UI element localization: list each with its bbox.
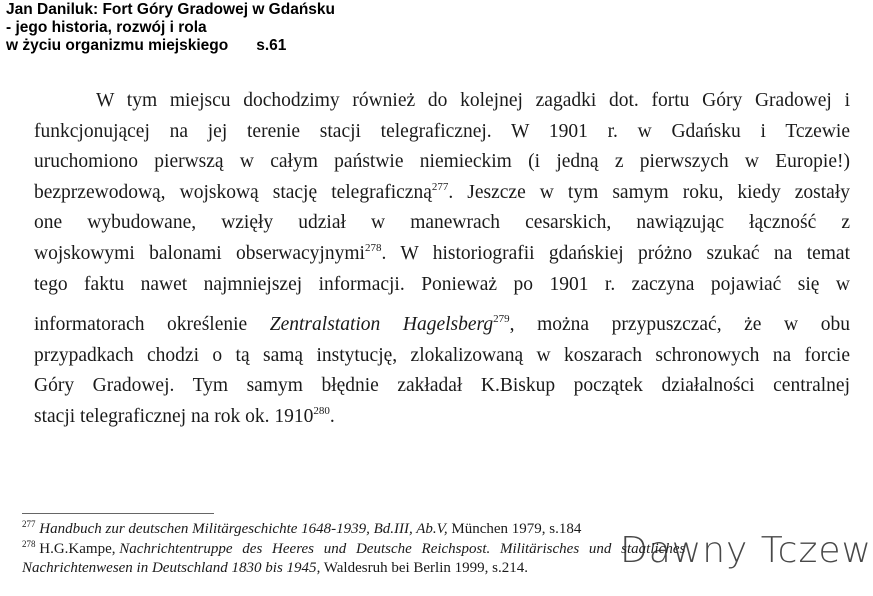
paragraph-text: . W historiografii gdańskiej próżno szukać na temat xyxy=(381,242,851,264)
header-line-1: Jan Daniluk: Fort Góry Gradowej w Gdańsku xyxy=(6,1,336,18)
header-line-2: - jego historia, rozwój i rola xyxy=(6,19,207,36)
paragraph-line: Góry Gradowej. Tym samym błędnie zakładał K.Biskup początek działalności centralnej xyxy=(34,375,850,397)
paragraph-text: . xyxy=(329,405,335,427)
page-number: s.61 xyxy=(256,37,287,54)
footnote-number: 278 xyxy=(22,538,36,549)
footnote-ref-277[interactable]: 277 xyxy=(431,180,449,193)
paragraph-text: bezprzewodową, wojskową stację telegraficzną xyxy=(34,181,432,203)
main-paragraph xyxy=(34,86,850,433)
footnote-text: H.G.Kampe, xyxy=(35,540,120,557)
footnote-ref-280[interactable]: 280 xyxy=(313,404,330,417)
paragraph-line: uruchomiono pierwszą w całym państwie niemieckim (i jedną z pierwszych w Europie!) xyxy=(34,151,850,173)
paragraph-line: funkcjonującej na jej terenie stacji telegraficznej. W 1901 r. w Gdańsku i Tczewie xyxy=(34,120,850,142)
footnote-title: Nachrichtenwesen in Deutschland 1830 bis 1945 xyxy=(22,560,317,576)
paragraph-line: one wybudowane, wzięły udział w manewrach cesarskich, nawiązując łączność z xyxy=(34,212,850,234)
paragraph-text: . Jeszcze w tym samym roku, kiedy zostały xyxy=(448,181,850,203)
paragraph-line xyxy=(34,402,850,433)
header-line-3 xyxy=(6,37,335,55)
paragraph-text: wojskowymi balonami obserwacyjnymi xyxy=(34,242,365,264)
paragraph-text: informatorach określenie xyxy=(34,314,270,336)
footnote-number: 277 xyxy=(22,519,36,529)
watermark-logo: Dawny Tczew xyxy=(620,530,872,571)
paragraph-text: , można przypuszczać, że w obu xyxy=(509,314,850,336)
footnote-text: München 1979, s.184 xyxy=(447,521,582,537)
italic-term: Zentralstation Hagelsberg xyxy=(269,314,494,336)
paragraph-line xyxy=(34,239,850,270)
paragraph-line: przypadkach chodzi o tą samą instytucję, zlokalizowaną w koszarach schronowych na forcie xyxy=(34,344,850,366)
footnote-ref-279[interactable]: 279 xyxy=(493,313,510,326)
footnote-ref-278[interactable]: 278 xyxy=(364,241,382,254)
footnote-separator xyxy=(22,513,214,514)
paragraph-line xyxy=(34,310,850,341)
paragraph-line xyxy=(34,178,850,209)
footnote-title: Handbuch zur deutschen Militärgeschichte 1648-1939, Bd.III, Ab.V, xyxy=(39,521,448,537)
document-header xyxy=(6,1,335,55)
footnote-title: Nachrichtentruppe des Heeres und Deutsche Reichspost. Militärisches und staatliches xyxy=(119,540,686,557)
header-line-3-text: w życiu organizmu miejskiego xyxy=(6,37,229,54)
paragraph-line: tego faktu nawet najmniejszej informacji. Ponieważ po 1901 r. zaczyna pojawiać się w xyxy=(34,273,850,295)
paragraph-line: W tym miejscu dochodzimy również do kolejnej zagadki dot. fortu Góry Gradowej i xyxy=(96,90,850,111)
footnote-text: , Waldesruh bei Berlin 1999, s.214. xyxy=(316,560,528,576)
paragraph-text: stacji telegraficznej na rok ok. 1910 xyxy=(34,405,314,427)
